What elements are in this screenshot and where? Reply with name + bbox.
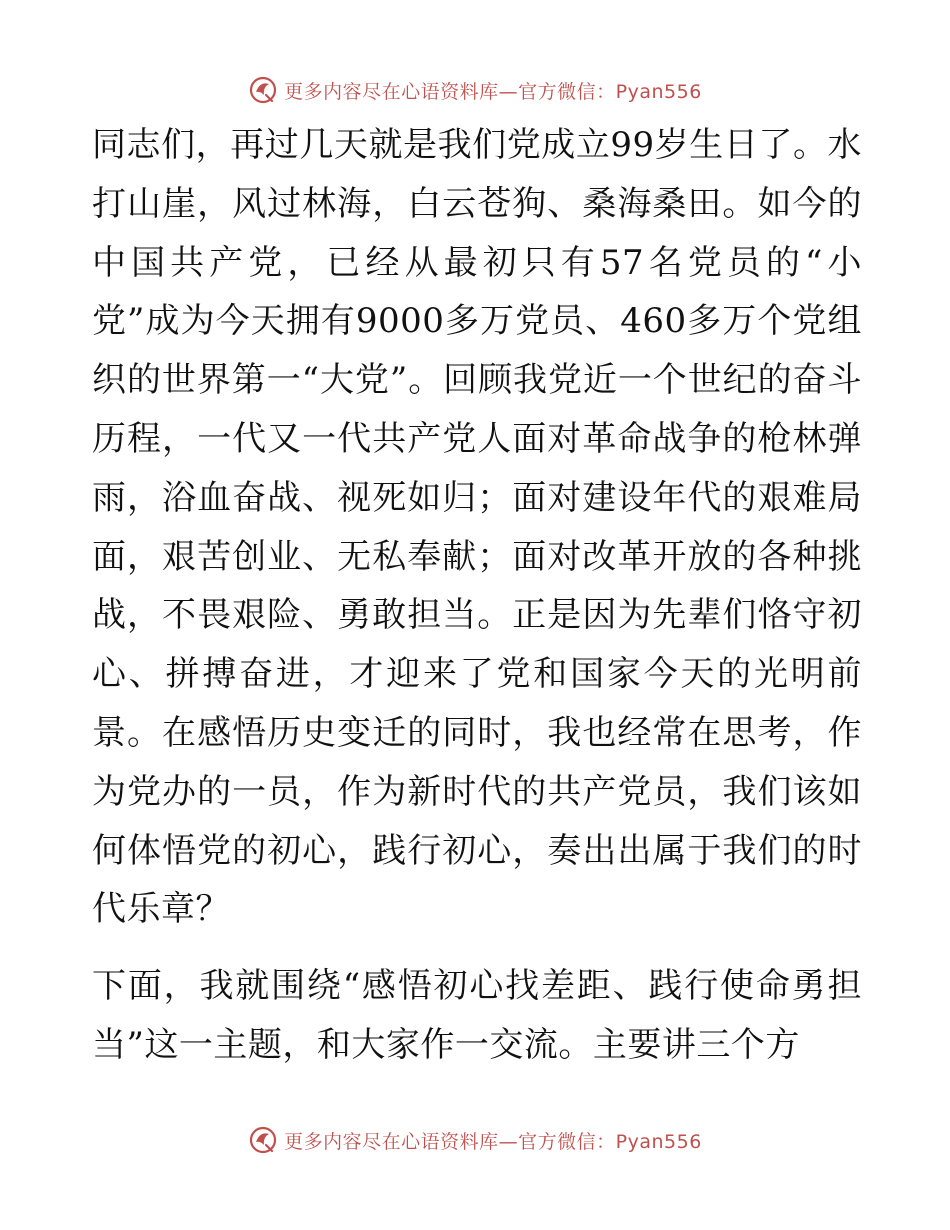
footer-watermark-text: 更多内容尽在心语资料库—官方微信：Pyan556: [284, 1130, 702, 1153]
document-body: [92, 116, 862, 1075]
red-swirl-logo-icon: [248, 1125, 278, 1155]
header-watermark-text: 更多内容尽在心语资料库—官方微信：Pyan556: [284, 80, 702, 103]
footer-watermark: [0, 1120, 950, 1160]
paragraph-2: 下面，我就围绕“感悟初心找差距、践行使命勇担当”这一主题，和大家作一交流。主要讲三个方: [92, 966, 862, 1065]
paragraph-1: 同志们，再过几天就是我们党成立99岁生日了。水打山崖，风过林海，白云苍狗、桑海桑田。如今的中国共产党，已经从最初只有57名党员的“小党”成为今天拥有9000多万党员、460多万个党组织的世界第一“大党”。回顾我党近一个世纪的奋斗历程，一代又一代共产党人面对革命战争的枪林弹雨，浴血奋战、视死如归；面对建设年代的艰难局面，艰苦创业、无私奉献；面对改革开放的各种挑战，不畏艰险、勇敢担当。正是因为先辈们恪守初心、拼搏奋进，才迎来了党和国家今天的光明前景。在感悟历史变迁的同时，我也经常在思考，作为党办的一员，作为新时代的共产党员，我们该如何体悟党的初心，践行初心，奏出出属于我们的时代乐章？: [92, 125, 862, 930]
header-watermark: [0, 70, 950, 110]
red-swirl-logo-icon: [248, 75, 278, 105]
